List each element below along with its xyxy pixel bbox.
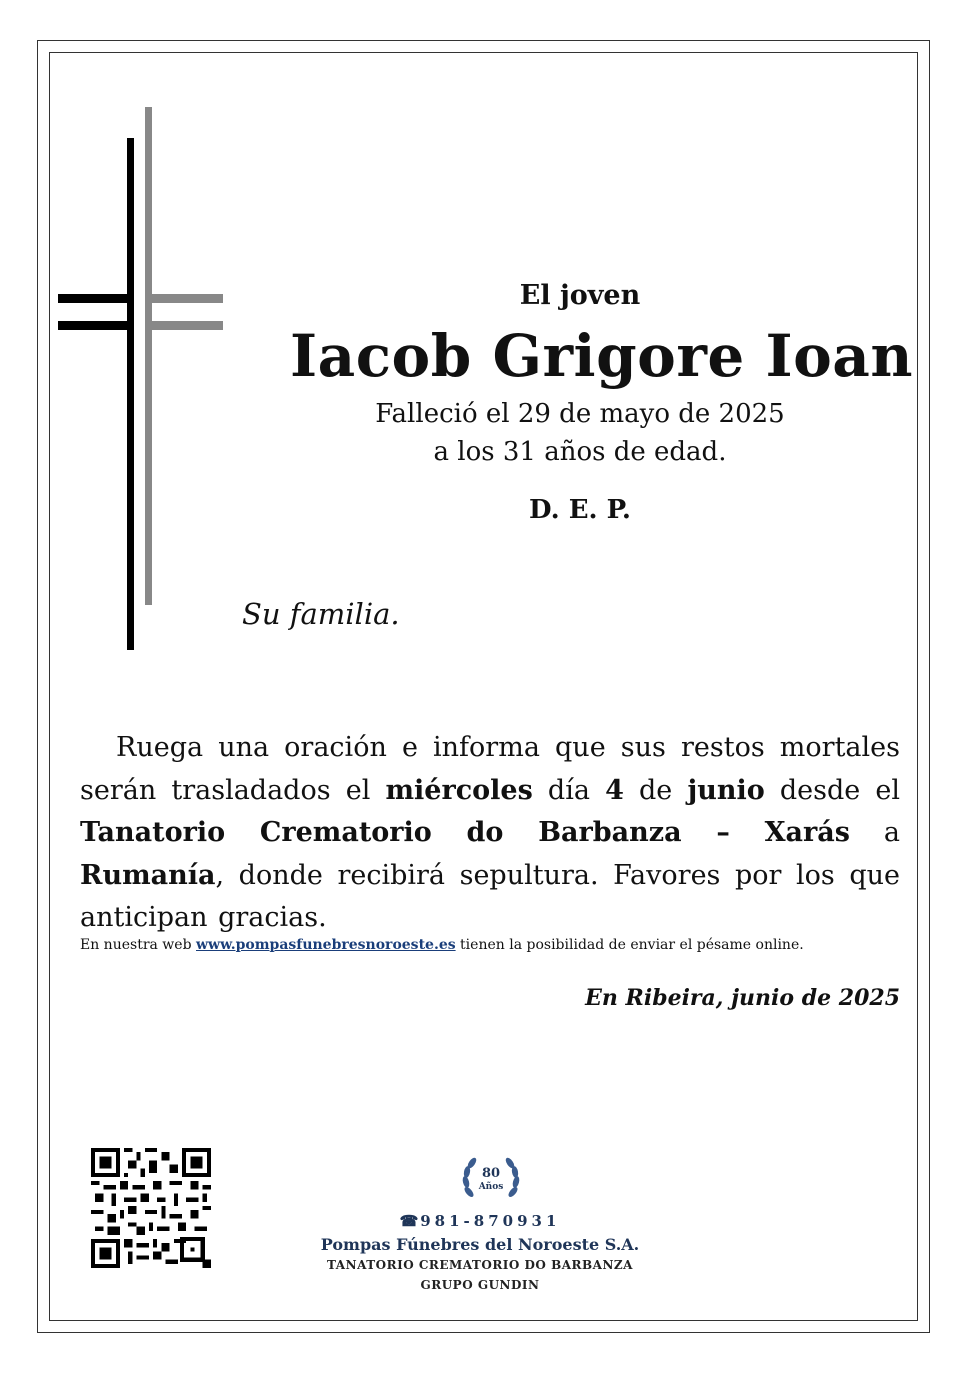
- body-text-6: , donde recibirá sepultura. Favores por los que anticipan gracias.: [80, 859, 900, 933]
- anniversary-word: Años: [478, 1182, 504, 1192]
- phone-line: [280, 1212, 680, 1230]
- body-origin: Tanatorio Crematorio do Barbanza – Xarás: [80, 817, 850, 848]
- rip-text: D. E. P.: [529, 495, 631, 525]
- body-date: 4: [605, 774, 624, 806]
- phone-number: 981-870931: [420, 1212, 561, 1230]
- cross-arm-dark-bottom: [58, 321, 134, 330]
- telephone-icon: ☎: [399, 1212, 419, 1230]
- death-info: [290, 395, 870, 471]
- death-date: Falleció el 29 de mayo de 2025: [375, 399, 785, 429]
- body-text-2: día: [532, 774, 606, 806]
- company-subtitle-2: GRUPO GUNDIN: [420, 1278, 540, 1292]
- cross-vertical-dark: [127, 138, 134, 650]
- anniversary-number: 80: [481, 1166, 501, 1181]
- company-name: Pompas Fúnebres del Noroeste S.A.: [320, 1235, 640, 1254]
- body-destination: Rumanía: [80, 859, 216, 891]
- intro-text: El joven: [519, 280, 641, 311]
- web-note-prefix: En nuestra web: [80, 937, 196, 953]
- cross-arm-light-bottom: [145, 321, 223, 330]
- body-day: miércoles: [385, 774, 533, 806]
- notice-body: [80, 727, 900, 940]
- age: a los 31 años de edad.: [433, 437, 727, 467]
- body-text-3: de: [623, 774, 688, 806]
- cross-arm-dark-top: [58, 294, 134, 303]
- body-text-4: desde el: [764, 774, 900, 806]
- place-date-signoff: En Ribeira, junio de 2025: [585, 985, 900, 1011]
- cross-vertical-light: [145, 107, 152, 605]
- website-link[interactable]: www.pompasfunebresnoroeste.es: [196, 937, 456, 953]
- company-subtitle-1: TANATORIO CREMATORIO DO BARBANZA: [327, 1258, 633, 1272]
- cross-arm-light-top: [145, 294, 223, 303]
- body-text-1: Ruega una oración e informa que sus restos mortales serán trasladados el: [80, 732, 900, 806]
- body-text-5: a: [849, 817, 900, 848]
- family-signature: Su familia.: [242, 597, 400, 631]
- qr-code-icon[interactable]: [90, 1148, 212, 1268]
- deceased-name: Iacob Grigore Ioan: [290, 322, 914, 390]
- body-month: junio: [687, 774, 765, 806]
- cross-icon: [58, 105, 223, 650]
- web-note: [80, 937, 910, 953]
- anniversary-80-years-icon: [459, 1152, 523, 1206]
- web-note-suffix: tienen la posibilidad de enviar el pésame online.: [455, 937, 804, 953]
